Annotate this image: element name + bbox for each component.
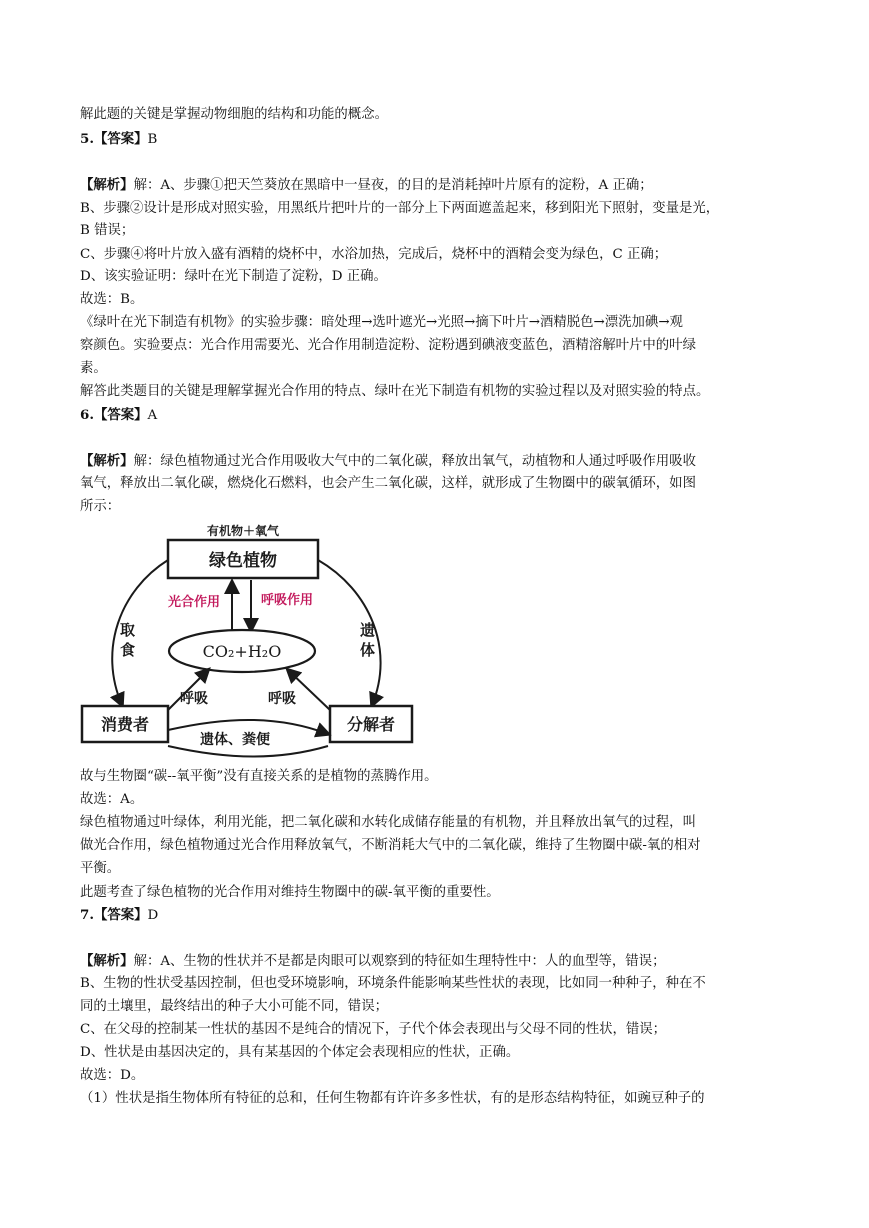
paragraph-line: 解此题的关键是掌握动物细胞的结构和功能的概念。 [80, 107, 388, 122]
answer-line-q7 [80, 906, 795, 925]
paragraph-line: 绿色植物通过叶绿体，利用光能，把二氧化碳和水转化成储存能量的有机物，并且释放出氧气的过程，叫 [80, 815, 696, 830]
respiration-label: 呼吸作用 [261, 593, 314, 608]
paragraph-line: D、该实验证明：绿叶在光下制造了淀粉，D 正确。 [80, 269, 387, 284]
paragraph-line: 所示： [80, 499, 121, 514]
paragraph-line: 做光合作用，绿色植物通过光合作用释放氧气，不断消耗大气中的二氧化碳，维持了生物圈中碳-氧的相对 [80, 838, 701, 853]
top-label: 有机物＋氧气 [207, 524, 280, 538]
analysis-tag: 【解析】 [80, 453, 134, 469]
breath-label-right: 呼吸 [268, 691, 296, 707]
analysis-line [80, 952, 795, 971]
paragraph-line: 此题考查了绿色植物的光合作用对维持生物圈中的碳-氧平衡的重要性。 [80, 885, 500, 900]
paragraph-line: （1）性状是指生物体所有特征的总和，任何生物都有许许多多性状，有的是形态结构特征，如豌豆种子的 [80, 1091, 705, 1106]
paragraph-line: B、步骤②设计是形成对照实验，用黑纸片把叶片的一部分上下两面遮盖起来，移到阳光下照射，变量是光， [80, 201, 720, 216]
remains-label-2: 体 [360, 641, 376, 659]
co2-h2o-label: CO₂+H₂O [202, 642, 282, 661]
paragraph-line: 故选：D。 [80, 1068, 145, 1083]
paragraph-line: 氧气，释放出二氧化碳，燃烧化石燃料，也会产生二氧化碳，这样，就形成了生物圈中的碳氧循环，如图 [80, 476, 696, 491]
answer-tag: 7.【答案】 [80, 907, 148, 923]
consumer-label: 消费者 [100, 715, 150, 734]
analysis-tag: 【解析】 [80, 953, 134, 969]
paragraph-line: 察颜色。实验要点：光合作用需要光、光合作用制造淀粉、淀粉遇到碘液变蓝色，酒精溶解叶片中的叶绿 [80, 338, 696, 353]
paragraph-line: C、步骤④将叶片放入盛有酒精的烧杯中，水浴加热，完成后，烧杯中的酒精会变为绿色，C 正确； [80, 247, 668, 262]
green-plant-box [168, 540, 318, 578]
answer-line-q5 [80, 130, 795, 149]
paragraph-line: 故选：A。 [80, 792, 144, 807]
paragraph-line: B、生物的性状受基因控制，但也受环境影响，环境条件能影响某些性状的表现，比如同一种种子，种在不 [80, 976, 706, 991]
answer-letter: B [147, 132, 158, 147]
answer-letter: A [147, 408, 158, 423]
feeding-label-1: 取 [120, 621, 136, 639]
analysis-line [80, 452, 795, 471]
paragraph-line: 素。 [80, 361, 107, 376]
answer-tag: 6.【答案】 [80, 407, 148, 423]
analysis-tag: 【解析】 [80, 177, 134, 193]
answer-letter: D [147, 908, 159, 923]
decomposer-label: 分解者 [346, 715, 396, 734]
answer-line-q6 [80, 406, 795, 425]
feeding-label-2: 食 [120, 641, 136, 659]
analysis-line [80, 176, 795, 195]
analysis-text: 解：A、生物的性状并不是都是肉眼可以观察到的特征如生理特性中：人的血型等，错误； [133, 954, 666, 969]
analysis-text: 解：绿色植物通过光合作用吸收大气中的二氧化碳，释放出氧气，动植物和人通过呼吸作用吸收 [133, 454, 696, 469]
photosynthesis-label: 光合作用 [168, 595, 221, 610]
paragraph-line: 同的土壤里，最终结出的种子大小可能不同，错误； [80, 999, 388, 1014]
paragraph-line: 《绿叶在光下制造有机物》的实验步骤：暗处理→选叶遮光→光照→摘下叶片→酒精脱色→漂洗加碘→观 [80, 315, 683, 330]
decomposer-box [330, 706, 412, 742]
analysis-text: 解：A、步骤①把天竺葵放在黑暗中一昼夜，的目的是消耗掉叶片原有的淀粉，A 正确； [133, 178, 653, 193]
remains-label-1: 遗 [360, 621, 376, 639]
paragraph-line: B 错误； [80, 223, 135, 238]
paragraph-line: 故选：B。 [80, 292, 144, 307]
paragraph-line: 解答此类题目的关键是理解掌握光合作用的特点、绿叶在光下制造有机物的实验过程以及对照实验的特点。 [80, 384, 710, 399]
remains-feces-label: 遗体、粪便 [200, 732, 270, 748]
paragraph-line: 故与生物圈“碳--氧平衡”没有直接关系的是植物的蒸腾作用。 [80, 769, 438, 784]
breath-label-left: 呼吸 [180, 691, 208, 707]
co2-h2o-ellipse [169, 630, 315, 672]
green-plant-label: 绿色植物 [209, 551, 277, 571]
answer-tag: 5.【答案】 [80, 131, 148, 147]
paragraph-line: C、在父母的控制某一性状的基因不是纯合的情况下，子代个体会表现出与父母不同的性状，错误； [80, 1022, 667, 1037]
paragraph-line: D、性状是由基因决定的，具有某基因的个体定会表现相应的性状，正确。 [80, 1045, 520, 1060]
paragraph-line: 平衡。 [80, 861, 121, 876]
carbon-oxygen-cycle-diagram [80, 520, 415, 765]
consumer-box [82, 706, 168, 742]
